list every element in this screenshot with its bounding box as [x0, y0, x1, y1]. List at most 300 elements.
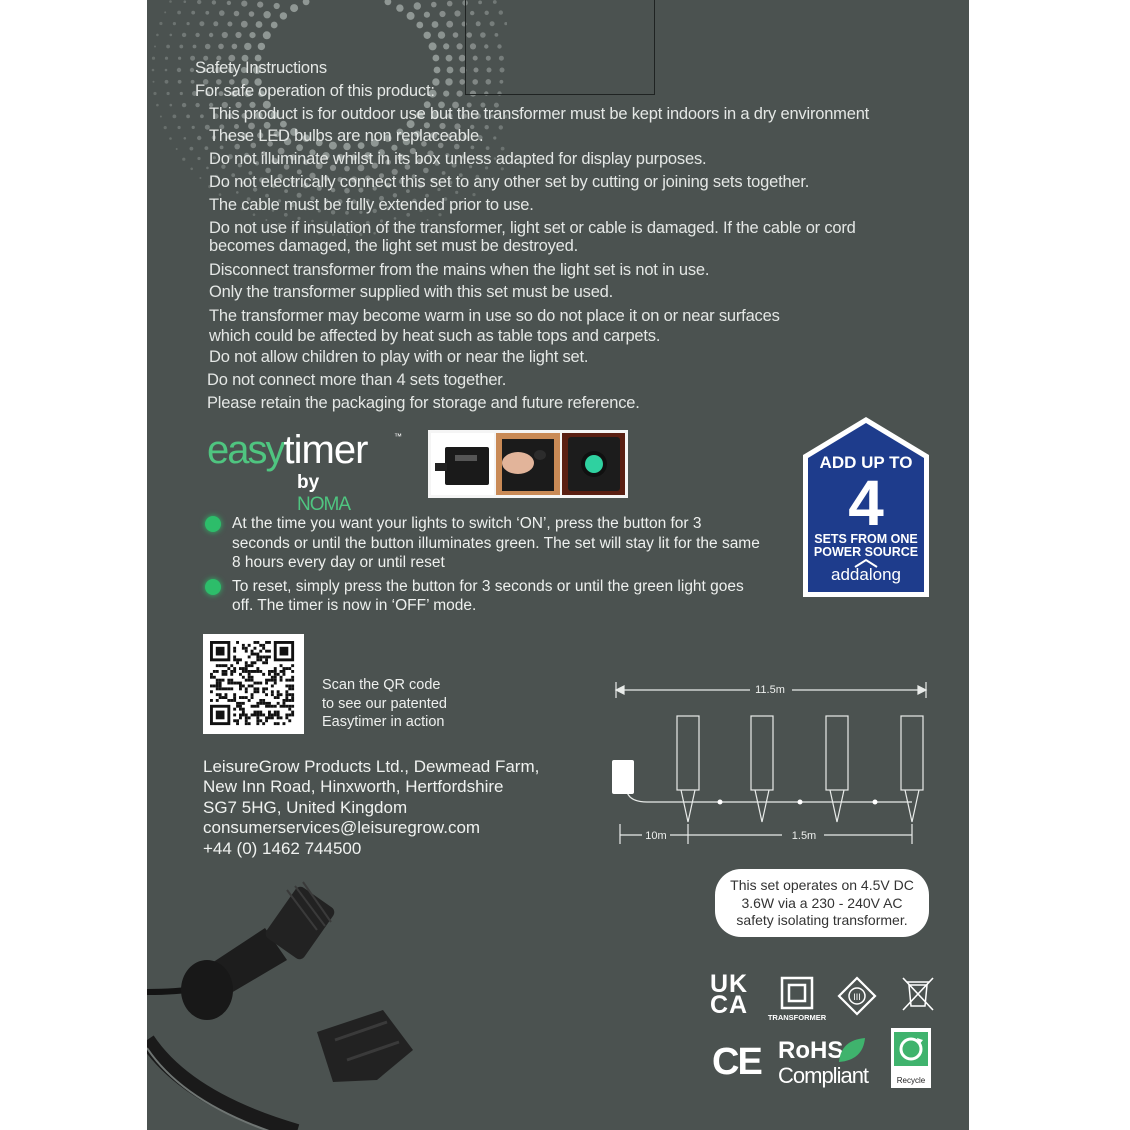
qr-module — [233, 693, 236, 696]
easytimer-logo — [207, 428, 402, 515]
qr-module — [239, 658, 242, 661]
qr-module — [219, 664, 222, 667]
qr-module — [283, 722, 286, 725]
qr-module — [288, 719, 291, 722]
qr-module — [277, 690, 280, 693]
decorative-dot — [424, 32, 431, 39]
qr-module — [265, 687, 268, 690]
qr-module — [242, 670, 245, 673]
qr-module — [288, 699, 291, 702]
qr-module — [265, 641, 268, 644]
decorative-dot — [205, 44, 211, 50]
qr-module — [265, 661, 268, 664]
decorative-dot — [156, 34, 159, 37]
qr-module — [285, 705, 288, 708]
qr-module — [222, 670, 225, 673]
qr-module — [239, 708, 242, 711]
qr-module — [233, 708, 236, 711]
qr-module — [242, 708, 245, 711]
qr-module — [225, 673, 228, 676]
qr-module — [233, 647, 236, 650]
decorative-dot — [186, 115, 190, 119]
decorative-dot — [396, 4, 403, 11]
qr-module — [271, 676, 274, 679]
decorative-dot — [274, 3, 280, 9]
decorative-dot — [453, 32, 459, 38]
qr-module — [233, 656, 236, 659]
qr-module — [283, 673, 286, 676]
qr-module — [268, 716, 271, 719]
qr-module — [280, 676, 283, 679]
decorative-dot — [454, 10, 460, 16]
safety-item: The cable must be fully extended prior to use. — [209, 195, 534, 214]
qr-module — [219, 693, 222, 696]
decorative-dot — [438, 31, 445, 38]
decorative-dot — [184, 0, 187, 3]
qr-module — [227, 682, 230, 685]
qr-module — [219, 687, 222, 690]
decorative-dot — [263, 11, 270, 18]
qr-module — [230, 687, 233, 690]
qr-module — [248, 685, 251, 688]
qr-module — [271, 714, 274, 717]
decorative-dot — [167, 92, 170, 95]
qr-module — [245, 696, 248, 699]
qr-module — [274, 714, 277, 717]
decorative-dot — [199, 21, 204, 26]
decorative-dot — [414, 2, 421, 9]
decorative-dot — [165, 69, 168, 72]
safety-item: These LED bulbs are non replaceable. — [209, 127, 484, 146]
decorative-dot — [152, 57, 155, 60]
qr-module — [265, 702, 268, 705]
qr-module — [222, 687, 225, 690]
timer-step: At the time you want your lights to switch ‘ON’, press the button for 3 seconds or until the button illuminates green. The set will stay lit for the same 8 hours every day or until reset — [202, 514, 762, 573]
qr-module — [248, 699, 251, 702]
badge-number: 4 — [848, 467, 884, 539]
qr-module — [254, 647, 257, 650]
qr-module — [259, 644, 262, 647]
qr-module — [254, 687, 257, 690]
qr-module — [230, 673, 233, 676]
qr-module — [265, 705, 268, 708]
qr-module — [216, 693, 219, 696]
safety-title: Safety Instructions — [195, 59, 327, 77]
qr-module — [277, 693, 280, 696]
qr-module — [239, 702, 242, 705]
decorative-dot — [180, 92, 183, 95]
decorative-dot — [159, 22, 162, 25]
logo-timer: timer — [283, 428, 368, 472]
decorative-dot — [195, 33, 199, 37]
qr-module — [213, 670, 216, 673]
qr-module — [216, 647, 225, 656]
qr-module — [256, 667, 259, 670]
qr-module — [277, 696, 280, 699]
qr-module — [283, 702, 286, 705]
decorative-dot — [241, 1, 247, 7]
qr-module — [265, 656, 268, 659]
qr-module — [265, 679, 268, 682]
qr-module — [248, 644, 251, 647]
qr-module — [285, 679, 288, 682]
qr-module — [288, 714, 291, 717]
qr-module — [268, 673, 271, 676]
qr-module — [219, 679, 222, 682]
qr-module — [242, 647, 245, 650]
decorative-dot — [173, 22, 176, 25]
qr-module — [256, 653, 259, 656]
decorative-dot — [249, 32, 255, 38]
qr-module — [274, 673, 277, 676]
qr-module — [251, 676, 254, 679]
decorative-dot — [156, 104, 159, 107]
qr-module — [262, 661, 265, 664]
qr-module — [216, 685, 219, 688]
qr-module — [245, 714, 248, 717]
qr-module — [256, 719, 259, 722]
qr-module — [213, 676, 216, 679]
safety-item: This product is for outdoor use but the transformer must be kept indoors in a dry environment — [209, 104, 870, 123]
qr-module — [216, 670, 219, 673]
safety-intro: For safe operation of this product: — [195, 81, 435, 100]
green-light-photo — [562, 433, 625, 495]
logo-brand: NOMA — [297, 494, 350, 515]
svg-text:TRANSFORMER: TRANSFORMER — [767, 1013, 827, 1022]
decorative-dot — [257, 2, 263, 8]
qr-module — [239, 687, 242, 690]
qr-module — [227, 679, 230, 682]
qr-module — [236, 661, 239, 664]
qr-module — [274, 722, 277, 725]
decorative-dot — [212, 0, 216, 4]
qr-module — [236, 682, 239, 685]
qr-module — [254, 714, 257, 717]
qr-code-icon — [203, 634, 304, 734]
qr-module — [291, 711, 294, 714]
qr-module — [259, 670, 262, 673]
qr-module — [288, 705, 291, 708]
qr-module — [283, 670, 286, 673]
weee-bin-icon — [900, 976, 936, 1014]
company-address: LeisureGrow Products Ltd., Dewmead Farm, New Inn Road, Hinxworth, Hertfordshire SG7 5HG, United Kingdom consumerservices@leisuregrow.com +44 (0) 1462 744500 — [203, 757, 540, 858]
qr-module — [285, 685, 288, 688]
qr-module — [262, 644, 265, 647]
decorative-dot — [432, 21, 439, 28]
decorative-dot — [431, 2, 437, 8]
decorative-dot — [385, 0, 392, 5]
qr-module — [219, 696, 222, 699]
qr-module — [259, 714, 262, 717]
ce-mark: CE — [712, 1041, 761, 1083]
qr-module — [259, 658, 262, 661]
decorative-dot — [153, 92, 156, 95]
qr-module — [256, 722, 259, 725]
qr-module — [245, 690, 248, 693]
qr-module — [230, 682, 233, 685]
qr-module — [245, 716, 248, 719]
decorative-dot — [205, 11, 209, 15]
qr-module — [233, 682, 236, 685]
decorative-dot — [219, 10, 225, 16]
qr-module — [280, 693, 283, 696]
qr-module — [248, 716, 251, 719]
qr-module — [262, 690, 265, 693]
qr-module — [265, 658, 268, 661]
qr-module — [245, 719, 248, 722]
qr-module — [227, 667, 230, 670]
qr-module — [236, 719, 239, 722]
qr-module — [288, 708, 291, 711]
qr-module — [245, 661, 248, 664]
decorative-dot — [227, 1, 231, 5]
qr-module — [225, 664, 228, 667]
decorative-dot — [178, 126, 181, 129]
qr-module — [236, 641, 239, 644]
decorative-dot — [213, 21, 218, 26]
decorative-dot — [263, 31, 271, 39]
qr-module — [288, 679, 291, 682]
qr-module — [213, 685, 216, 688]
qr-module — [274, 705, 277, 708]
qr-module — [277, 716, 280, 719]
qr-module — [254, 711, 257, 714]
decorative-dot — [447, 1, 453, 7]
qr-module — [251, 714, 254, 717]
qr-module — [236, 722, 239, 725]
class-iii-icon — [837, 976, 877, 1016]
qr-module — [291, 685, 294, 688]
qr-module — [230, 679, 233, 682]
qr-module — [254, 653, 257, 656]
qr-module — [242, 685, 245, 688]
decorative-dot — [178, 57, 181, 60]
qr-module — [271, 679, 274, 682]
qr-module — [245, 664, 248, 667]
qr-module — [274, 696, 277, 699]
qr-module — [251, 685, 254, 688]
qr-module — [239, 667, 242, 670]
decorative-dot — [190, 68, 194, 72]
qr-module — [222, 696, 225, 699]
qr-module — [262, 656, 265, 659]
qr-module — [230, 664, 233, 667]
qr-module — [233, 714, 236, 717]
decorative-dot — [173, 115, 177, 119]
qr-module — [242, 667, 245, 670]
decorative-dot — [165, 80, 169, 84]
decorative-dot — [153, 81, 155, 83]
qr-module — [222, 673, 225, 676]
qr-module — [245, 722, 248, 725]
qr-module — [254, 661, 257, 664]
decorative-dot — [218, 44, 224, 50]
decorative-dot — [165, 57, 168, 60]
qr-module — [248, 676, 251, 679]
decorative-dot — [222, 32, 228, 38]
qr-module — [291, 664, 294, 667]
qr-module — [256, 641, 259, 644]
qr-module — [210, 690, 213, 693]
decorative-dot — [244, 43, 251, 50]
qr-module — [256, 658, 259, 661]
power-spec-box: This set operates on 4.5V DC 3.6W via a 230 - 240V AC safety isolating transformer. — [715, 869, 929, 937]
green-dot-icon — [205, 579, 221, 595]
qr-module — [291, 693, 294, 696]
button-press-photo — [496, 433, 560, 495]
qr-module — [225, 687, 228, 690]
decorative-dot — [290, 4, 298, 12]
qr-module — [285, 693, 288, 696]
qr-module — [216, 664, 219, 667]
qr-module — [254, 705, 257, 708]
qr-module — [259, 711, 262, 714]
decorative-dot — [232, 44, 238, 50]
qr-module — [285, 690, 288, 693]
decorative-dot — [182, 103, 186, 107]
qr-module — [256, 702, 259, 705]
qr-module — [262, 673, 265, 676]
green-dot-icon — [205, 516, 221, 532]
timer-photos — [428, 430, 628, 498]
qr-module — [291, 670, 294, 673]
decorative-dot — [178, 80, 182, 84]
qr-module — [277, 714, 280, 717]
badge-line1: ADD UP TO — [819, 453, 913, 472]
qr-module — [248, 679, 251, 682]
spacing-label: 1.5m — [791, 830, 817, 842]
total-length-label: 11.5m — [755, 684, 785, 696]
qr-module — [291, 676, 294, 679]
decorative-dot — [170, 104, 173, 107]
qr-module — [268, 714, 271, 717]
qr-module — [236, 702, 239, 705]
qr-module — [251, 679, 254, 682]
qr-module — [256, 670, 259, 673]
transformer-plug-icon — [612, 760, 634, 794]
qr-module — [242, 644, 245, 647]
qr-module — [233, 658, 236, 661]
qr-module — [285, 714, 288, 717]
safety-item: Do not connect more than 4 sets together. — [207, 370, 507, 389]
decorative-dot — [457, 43, 463, 49]
safety-item: Do not electrically connect this set to any other set by cutting or joining sets together. — [209, 172, 810, 191]
qr-module — [262, 699, 265, 702]
qr-module — [268, 670, 271, 673]
qr-module — [236, 705, 239, 708]
connector-cable-illustration — [147, 870, 447, 1130]
qr-module — [259, 702, 262, 705]
qr-module — [291, 705, 294, 708]
packaging-panel — [147, 0, 969, 1130]
qr-module — [239, 685, 242, 688]
qr-module — [239, 714, 242, 717]
add-up-to-4-badge — [801, 415, 931, 599]
qr-module — [239, 716, 242, 719]
safety-item: Only the transformer supplied with this set must be used. — [209, 283, 614, 302]
qr-module — [265, 650, 268, 653]
qr-module — [280, 664, 283, 667]
decorative-dot — [169, 137, 172, 140]
qr-module — [268, 656, 271, 659]
decorative-dot — [271, 22, 278, 29]
qr-module — [245, 667, 248, 670]
qr-module — [288, 687, 291, 690]
qr-module — [288, 693, 291, 696]
qr-module — [233, 696, 236, 699]
decorative-dot — [152, 69, 155, 72]
decorative-dot — [154, 46, 156, 48]
email-link[interactable]: consumerservices@leisuregrow.com — [203, 818, 481, 838]
qr-module — [256, 687, 259, 690]
decorative-dot — [280, 12, 287, 19]
qr-module — [274, 667, 277, 670]
qr-module — [291, 696, 294, 699]
decorative-dot — [179, 45, 183, 49]
qr-module — [248, 673, 251, 676]
qr-module — [280, 679, 283, 682]
qr-module — [271, 705, 274, 708]
leaf-icon — [835, 1036, 869, 1066]
decorative-dot — [191, 80, 195, 84]
qr-module — [265, 716, 268, 719]
qr-module — [236, 658, 239, 661]
qr-module — [254, 641, 257, 644]
qr-module — [288, 685, 291, 688]
qr-module — [230, 699, 233, 702]
decorative-dot — [443, 43, 449, 49]
decorative-dot — [166, 45, 170, 49]
safety-instructions — [195, 57, 869, 415]
qr-module — [251, 670, 254, 673]
qr-module — [248, 664, 251, 667]
qr-module — [216, 679, 219, 682]
qr-module — [210, 676, 213, 679]
qr-module — [274, 679, 277, 682]
decorative-dot — [191, 11, 195, 15]
qr-module — [262, 687, 265, 690]
decorative-dot — [177, 68, 181, 72]
qr-module — [242, 676, 245, 679]
transformer-safety-icon — [767, 976, 827, 1024]
qr-module — [280, 705, 283, 708]
qr-module — [233, 699, 236, 702]
qr-module — [225, 670, 228, 673]
qr-module — [265, 719, 268, 722]
qr-module — [259, 650, 262, 653]
decorative-dot — [241, 21, 248, 28]
qr-module — [233, 670, 236, 673]
qr-module — [251, 696, 254, 699]
timer-instructions — [202, 514, 762, 620]
qr-module — [280, 716, 283, 719]
qr-module — [233, 719, 236, 722]
decorative-dot — [446, 21, 453, 28]
qr-module — [268, 650, 271, 653]
badge-line2: SETS FROM ONE — [814, 532, 918, 546]
qr-module — [227, 699, 230, 702]
decorative-dot — [407, 12, 415, 20]
qr-code[interactable] — [203, 634, 304, 734]
qr-module — [233, 667, 236, 670]
decorative-dot — [235, 32, 241, 38]
qr-module — [256, 690, 259, 693]
qr-module — [251, 664, 254, 667]
decorative-dot — [187, 22, 190, 25]
qr-caption: Scan the QR code to see our patented Easytimer in action — [322, 677, 447, 730]
logo-trademark: ™ — [394, 432, 402, 441]
qr-module — [227, 687, 230, 690]
